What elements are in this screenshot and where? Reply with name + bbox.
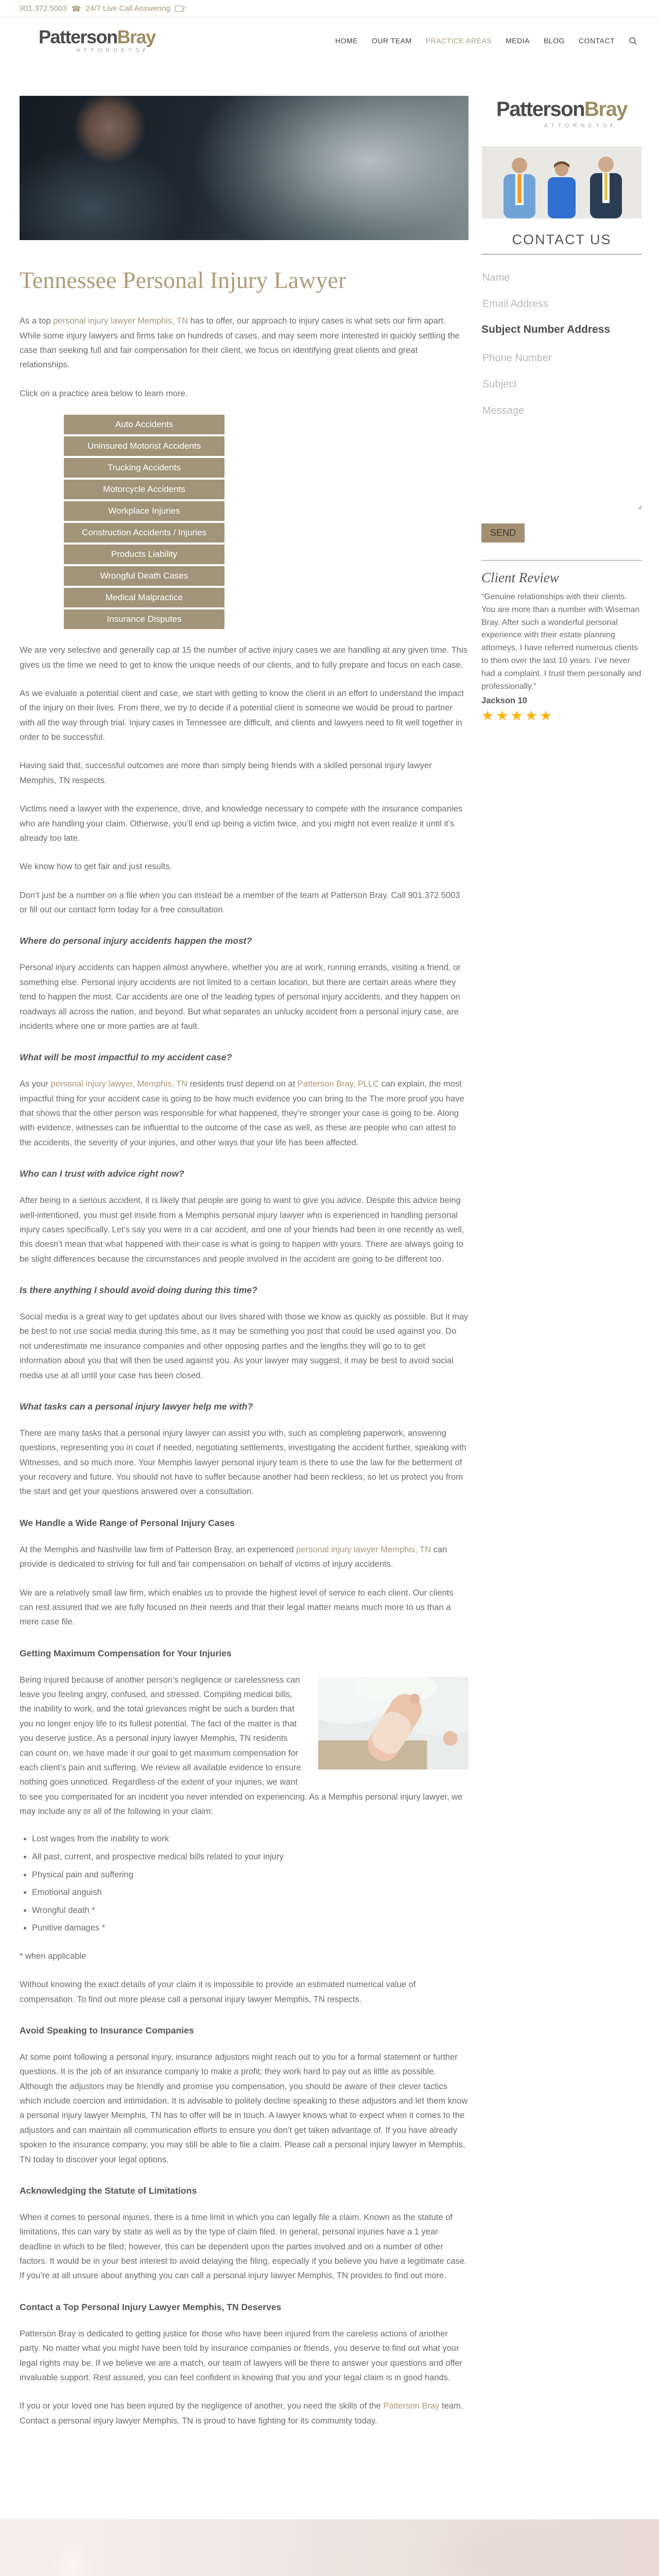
article-paragraph: Being injured because of another person’s negligence or carelessness can leave you feeling angry, confused, and stressed. Compiling medical bills, the inability to work, and the total grievances might be such a burden that you no longer enjoy life to its fullest potential. The fact of the matter is that you deserve justice. As a personal injury lawyer Memphis, TN residents can count on, we have made it our goal to get maximum compensation for each client’s pain and suffering. We review all available evidence to ensure nothing goes unnoticed. Regardless of the extent of your injuries, we want to see you compensated for an incident you never intended on experiencing. As a Memphis personal injury lawyer, we may include any or all of the following in your claim:: [20, 1673, 469, 1819]
nav-item-contact[interactable]: CONTACT: [578, 37, 615, 45]
main-column: [20, 96, 469, 2442]
practice-area-button[interactable]: Medical Malpractice: [64, 588, 224, 607]
article-body: [20, 314, 469, 2428]
footer-photo-strip: [0, 2519, 659, 2576]
article-paragraph: Victims need a lawyer with the experience, drive, and knowledge necessary to compete with the insurance companies who are handling your claim. Otherwise, you’ll end up being a victim twice, and you might not even realize it until it’s already too late.: [20, 804, 462, 843]
section-heading: Acknowledging the Statute of Limitations: [20, 2185, 197, 2196]
star-icon: ★: [481, 708, 496, 724]
article-paragraph: Having said that, successful outcomes are more than simply being friends with a skilled personal injury lawyer Memphis, TN respects.: [20, 761, 432, 785]
send-button[interactable]: SEND: [481, 523, 525, 543]
article-paragraph: Personal injury accidents can happen almost anywhere, whether you are at work, running errands, visiting a friend, or something else. Personal injury accidents are not limited to a certain location, but there are certain areas where they tend to happen the most. Car accidents are one of the leading types of personal injury accidents, and they happen on roadways all across the nation, and beyond. But what separates an unlucky accident from a personal injury case, are incidents where one or more parties are at fault.: [20, 963, 461, 1031]
sidebar-logo: [481, 98, 642, 129]
practice-area-button[interactable]: Construction Accidents / Injuries: [64, 523, 224, 543]
star-rating: [481, 708, 642, 724]
subject-input[interactable]: [481, 376, 642, 394]
email-input[interactable]: [481, 295, 642, 313]
search-icon[interactable]: [629, 37, 637, 45]
question-heading: Is there anything I should avoid doing during this time?: [20, 1285, 257, 1296]
logo-attorneys: ATTORNEYS: [76, 47, 143, 54]
article-paragraph: We are very selective and generally cap at 15 the number of active injury cases we are handling at any given time. This gives us the time we need to get to know the unique needs of our clients, and to fully prepare and focus on each case.: [20, 646, 467, 670]
nav-item-practice-areas[interactable]: PRACTICE AREAS: [425, 37, 492, 45]
nav-item-blog[interactable]: BLOG: [543, 37, 565, 45]
phone-input[interactable]: [481, 349, 642, 367]
inline-link[interactable]: Patterson Bray: [383, 2401, 440, 2411]
claim-items-list: [20, 1833, 469, 1935]
logo-patterson: Patterson: [39, 26, 117, 47]
practice-area-button[interactable]: Workplace Injuries: [64, 501, 224, 521]
article-paragraph: We are a relatively small law firm, which enables us to provide the highest level of service to each client. Our clients can rest assured that we are fully focused on their needs and that their legal matter means much more to us than a mere case file.: [20, 1588, 454, 1627]
claim-item: • All past, current, and prospective medical bills related to your injury: [32, 1851, 469, 1864]
question-heading: What will be most impactful to my accident case?: [20, 1052, 232, 1063]
question-heading: Where do personal injury accidents happen the most?: [20, 936, 252, 946]
sidebar-logo-attorneys: ATTORNEYS: [544, 123, 611, 129]
section-heading: Avoid Speaking to Insurance Companies: [20, 2025, 194, 2036]
section-heading: Getting Maximum Compensation for Your Injuries: [20, 1648, 232, 1658]
message-input[interactable]: [481, 402, 642, 510]
main-nav: [335, 37, 637, 45]
claim-item: • Wrongful death *: [32, 1904, 469, 1918]
article-paragraph: Don’t just be a number on a file when you can instead be a member of the team at Patterson Bray. Call 901.372.5003 or fill out our contact form today for a free consultation.: [20, 890, 460, 915]
nav-item-media[interactable]: MEDIA: [506, 37, 530, 45]
phone-icon: ☎: [71, 4, 81, 13]
inline-link[interactable]: Patterson Bray, PLLC: [297, 1079, 379, 1089]
inline-link[interactable]: personal injury lawyer Memphis, TN: [296, 1545, 431, 1554]
topbar-tagline: 24/7 Live Call Answering: [85, 4, 170, 13]
question-heading: What tasks can a personal injury lawyer help me with?: [20, 1401, 253, 1412]
star-icon: ★: [496, 708, 511, 724]
article-paragraph: At some point following a personal injury, insurance adjustors might reach out to you for a formal statement or further questions. It is the job of an insurance company to make a profit; they work hard to pay out as little as possible. Although the adjustors may be friendly and promise you compensation, you should be aware of their clever tactics which include coercion and intimidation. It is advisable to politely decline speaking to these adjustors and let them know a personal injury lawyer Memphis, TN has to offer will be in touch. A lawyer knows what to expect when it comes to the adjustors and can maintain all communication efforts to ensure you don’t get taken advantage of. If you have already spoken to the insurance company, you may still be able to file a claim. Please call a personal injury lawyer in Memphis, TN today to discover your legal options.: [20, 2052, 468, 2164]
page-title: Tennessee Personal Injury Lawyer: [20, 267, 346, 293]
site-header: [0, 18, 659, 62]
article-paragraph: Patterson Bray is dedicated to getting justice for those who have been injured from the careless actions of another party. No matter what you might have been told by insurance companies or friends, you deserve to find out what your legal rights may be. If we believe we are a match, our team of lawyers will be there to answer your questions and offer invaluable support. Rest assured, you can feel confident in knowing that you and your legal claim is in good hands.: [20, 2329, 462, 2382]
team-photo: [481, 146, 642, 218]
client-review-author: Jackson 10: [481, 696, 527, 706]
topbar-phone[interactable]: 901.372.5003: [20, 4, 67, 13]
site-logo[interactable]: [39, 28, 155, 54]
article-paragraph: At the Memphis and Nashville law firm of Patterson Bray, an experienced personal injury lawyer Memphis, TN can provide is dedicated to striving for full and fair compensation on behalf of victims of injury accidents.: [20, 1545, 447, 1569]
practice-area-button[interactable]: Motorcycle Accidents: [64, 480, 224, 499]
article-paragraph: As your personal injury lawyer, Memphis, TN residents trust depend on at Patterson Bray, PLLC can explain, the most impactful thing for your accident case is going to be how much evidence you can bring to the The more proof you have that shows that the other person was responsible for what happened, they’re stronger your case is going to be. Along with evidence, witnesses can be influential to the outcome of the case as well, as these are people who can attest to the accidents, the severity of your injuries, and other ways that your life has been affected.: [20, 1079, 464, 1147]
practice-area-button[interactable]: Auto Accidents: [64, 415, 224, 434]
top-bar: [0, 0, 659, 18]
client-review-quote: “Genuine relationships with their clients. You are more than a number with Wiseman Bray. After such a wonderful personal experience with their estate planning attorneys, I have referred numerous clients to them over the last 10 years. I’ve never had a complaint. I trust them personally and professionally.”: [481, 592, 641, 691]
practice-area-button[interactable]: Products Liability: [64, 545, 224, 564]
claim-item: • Punitive damages *: [32, 1922, 469, 1935]
star-icon: ★: [539, 708, 554, 724]
sidebar-logo-bray: Bray: [584, 98, 627, 121]
section-heading: We Handle a Wide Range of Personal Injury Cases: [20, 1517, 235, 1528]
star-icon: ★: [525, 708, 540, 724]
article-paragraph: There are many tasks that a personal injury lawyer can assist you with, such as completing paperwork, answering questions, representing you in court if needed, negotiating settlements, investigating the accident further, speaking with Witnesses, and so much more. Your Memphis lawyer personal injury team is there to use the law for the betterment of your recovery and future. You should not have to suffer because another had been reckless, so let us protect you from the start and get your questions answered over a consultation.: [20, 1428, 466, 1497]
injury-photo: [318, 1677, 469, 1770]
practice-area-list: [64, 415, 224, 629]
article-paragraph: After being in a serious accident, it is likely that people are going to want to give you advice. Despite this advice being well-intentioned, you must get inside from a Memphis personal injury lawyer who is experienced in handling personal injury cases specifically. Let’s say you were in a car accident, and one of your friends had been in one recently as well, this doesn’t mean that what happened with their case is what is going to happen with yours. There are always going to be slight differences because the circumstances and people involved in the accident are going to be different too.: [20, 1196, 464, 1264]
article-paragraph: We know how to get fair and just results.: [20, 862, 172, 872]
sidebar: [481, 96, 642, 724]
form-label: Subject Number Address: [481, 324, 611, 335]
practice-area-button[interactable]: Uninsured Motorist Accidents: [64, 436, 224, 456]
inline-link[interactable]: personal injury lawyer, Memphis, TN: [50, 1079, 188, 1089]
article-paragraph: Click on a practice area below to learn more.: [20, 388, 188, 398]
claim-item: • Emotional anguish: [32, 1886, 469, 1900]
logo-bray: Bray: [117, 26, 155, 47]
claim-item: • Lost wages from the inability to work: [32, 1833, 469, 1846]
nav-item-home[interactable]: HOME: [335, 37, 358, 45]
sidebar-logo-slash: /: [610, 123, 616, 129]
client-review-heading: Client Review: [481, 570, 559, 585]
name-input[interactable]: [481, 269, 642, 287]
question-heading: Who can I trust with advice right now?: [20, 1168, 184, 1179]
hero-photo: [20, 96, 469, 240]
article-paragraph: Without knowing the exact details of your claim it is impossible to provide an estimated numerical value of compensation. To find out more please call a personal injury lawyer Memphis, TN respects.: [20, 1980, 416, 2004]
claim-item: • Physical pain and suffering: [32, 1869, 469, 1882]
contact-form: [481, 269, 642, 543]
contact-us-heading: CONTACT US: [512, 232, 612, 247]
sidebar-logo-patterson: Patterson: [496, 98, 585, 121]
article-paragraph: As we evaluate a potential client and case, we start with getting to know the client in an effort to understand the impact of the injury on their lives. From there, we try to decide if a potential client is someone we would be proud to partner with all the way through trial. Injury cases in Tennessee are difficult, and clients and lawyers need to fit well together in order to be successful.: [20, 688, 464, 742]
nav-item-our-team[interactable]: OUR TEAM: [372, 37, 412, 45]
client-review: [481, 560, 642, 724]
content-area: [0, 62, 659, 2442]
practice-area-button[interactable]: Insurance Disputes: [64, 609, 224, 629]
logo-slash: /: [143, 47, 148, 54]
practice-area-button[interactable]: Wrongful Death Cases: [64, 566, 224, 586]
inline-link[interactable]: personal injury lawyer Memphis, TN: [53, 316, 188, 326]
section-heading: Contact a Top Personal Injury Lawyer Memphis, TN Deserves: [20, 2301, 282, 2312]
envelope-icon[interactable]: [175, 6, 183, 12]
article-paragraph: As a top personal injury lawyer Memphis, TN has to offer, our approach to injury cases is what sets our firm apart. While some injury lawyers and firms take on hundreds of cases, and may seem more interested in quickly settling the case than seeking full and fair compensation for their client, we focus on identifying great clients and great relationships.: [20, 316, 460, 370]
article-paragraph: When it comes to personal injuries, there is a time limit in which you can legally file a claim. Known as the statute of limitations, this can vary by state as well as by the type of claim filed. In general, personal injuries have a 1 year deadline in which to be filed; however, this can be dependent upon the parties involved and on a number of other factors. It would be in your best interest to avoid delaying the filing, especially if you believe you have a legitimate case. If you’re at all unsure about anything you can call a personal injury lawyer Memphis, TN provides to find out more.: [20, 2212, 467, 2281]
star-icon: ★: [510, 708, 525, 724]
article-paragraph: If you or your loved one has been injured by the negligence of another, you need the skills of the Patterson Bray team. Contact a personal injury lawyer Memphis, TN is proud to have fighting for its community today.: [20, 2401, 463, 2426]
contact-heading-rule: [481, 254, 642, 255]
article-paragraph: Social media is a great way to get updates about our lives shared with those we know as quickly as possible. But it may be best to not use social media during this time, as it may be something you post that could be used against you. Do not underestimate me insurance companies and other opposing parties and the lengths they will go to to get information about you that will then be used against you. As your lawyer may suggest, it may be best to avoid social media use at all until your case has been closed.: [20, 1312, 469, 1380]
article-paragraph: * when applicable: [20, 1951, 86, 1961]
practice-area-button[interactable]: Trucking Accidents: [64, 458, 224, 478]
